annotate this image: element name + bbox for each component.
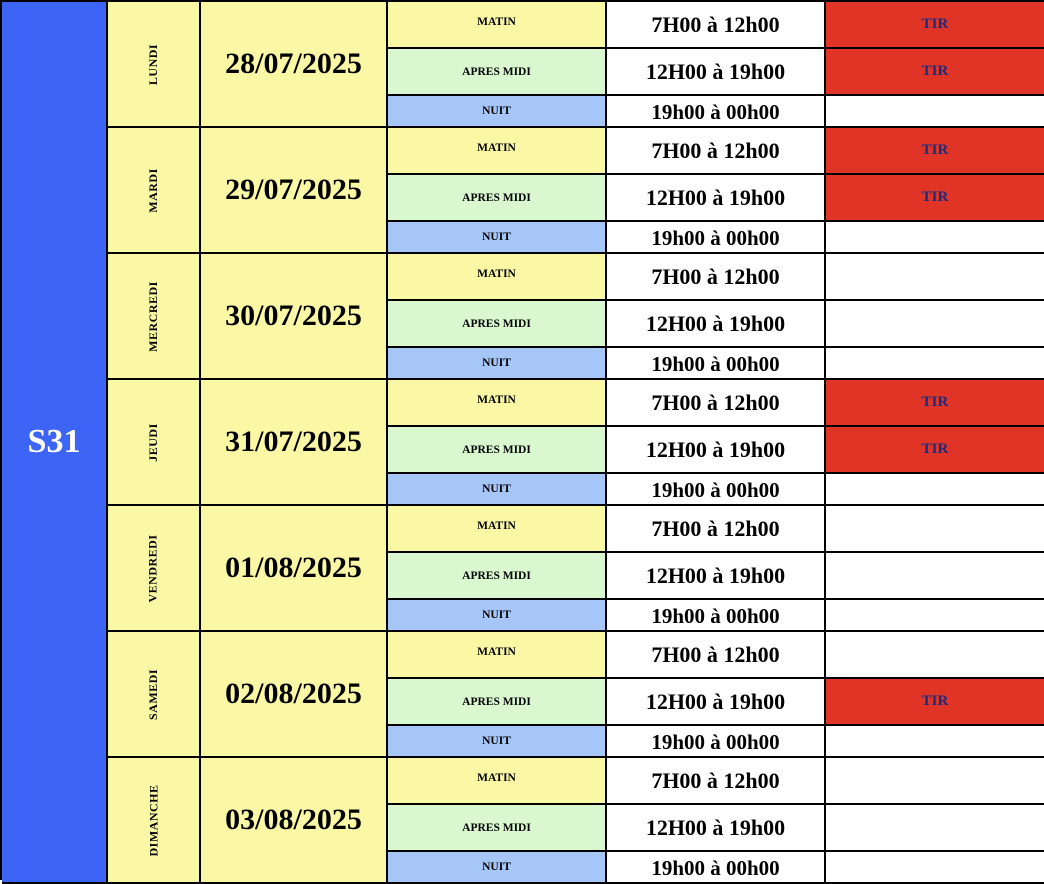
shift-apres-midi-label: APRES MIDI	[388, 805, 607, 852]
shift-hours: 19h00 à 00h00	[607, 852, 826, 884]
activity-tir-cell	[826, 49, 1044, 96]
activity-empty-cell	[826, 632, 1044, 679]
shift-hours: 19h00 à 00h00	[607, 96, 826, 128]
shift-hours: 7H00 à 12h00	[607, 254, 826, 301]
shift-nuit-label: NUIT	[388, 96, 607, 128]
shift-hours: 19h00 à 00h00	[607, 600, 826, 632]
day-name: JEUDI	[145, 422, 160, 462]
shift-hours: 12H00 à 19h00	[607, 427, 826, 474]
activity-empty-cell	[826, 726, 1044, 758]
shift-nuit-label: NUIT	[388, 474, 607, 506]
day-name-cell	[108, 632, 201, 758]
shift-hours: 19h00 à 00h00	[607, 348, 826, 380]
activity-label: TIR	[921, 441, 949, 457]
shift-hours: 12H00 à 19h00	[607, 175, 826, 222]
shift-matin-label: MATIN	[388, 758, 607, 805]
activity-tir-cell	[826, 679, 1044, 726]
day-date: 01/08/2025	[201, 506, 388, 632]
shift-apres-midi-label: APRES MIDI	[388, 301, 607, 348]
activity-empty-cell	[826, 254, 1044, 301]
activity-empty-cell	[826, 805, 1044, 852]
day-name-cell	[108, 380, 201, 506]
shift-nuit-label: NUIT	[388, 222, 607, 254]
activity-empty-cell	[826, 222, 1044, 254]
activity-tir-cell	[826, 175, 1044, 222]
shift-hours: 7H00 à 12h00	[607, 758, 826, 805]
day-name: MARDI	[146, 167, 160, 213]
activity-empty-cell	[826, 348, 1044, 380]
day-name-cell	[108, 506, 201, 632]
shift-apres-midi-label: APRES MIDI	[388, 427, 607, 474]
shift-matin-label: MATIN	[388, 2, 607, 49]
activity-empty-cell	[826, 553, 1044, 600]
day-name-cell	[108, 254, 201, 380]
activity-empty-cell	[826, 758, 1044, 805]
activity-empty-cell	[826, 506, 1044, 553]
shift-matin-label: MATIN	[388, 254, 607, 301]
activity-tir-cell	[826, 128, 1044, 175]
shift-hours: 12H00 à 19h00	[607, 49, 826, 96]
shift-hours: 7H00 à 12h00	[607, 380, 826, 427]
shift-matin-label: MATIN	[388, 128, 607, 175]
activity-label: TIR	[921, 394, 949, 410]
day-date: 28/07/2025	[201, 2, 388, 128]
shift-hours: 7H00 à 12h00	[607, 632, 826, 679]
shift-apres-midi-label: APRES MIDI	[388, 175, 607, 222]
activity-label: TIR	[921, 16, 949, 32]
day-name: LUNDI	[145, 43, 160, 85]
shift-hours: 12H00 à 19h00	[607, 553, 826, 600]
shift-apres-midi-label: APRES MIDI	[388, 49, 607, 96]
shift-hours: 12H00 à 19h00	[607, 301, 826, 348]
shift-hours: 12H00 à 19h00	[607, 679, 826, 726]
activity-empty-cell	[826, 301, 1044, 348]
shift-nuit-label: NUIT	[388, 348, 607, 380]
activity-tir-cell	[826, 380, 1044, 427]
shift-nuit-label: NUIT	[388, 852, 607, 884]
shift-apres-midi-label: APRES MIDI	[388, 679, 607, 726]
activity-empty-cell	[826, 96, 1044, 128]
day-name: SAMEDI	[145, 668, 160, 720]
activity-empty-cell	[826, 474, 1044, 506]
activity-tir-cell	[826, 427, 1044, 474]
activity-empty-cell	[826, 600, 1044, 632]
activity-label: TIR	[921, 142, 949, 158]
shift-hours: 12H00 à 19h00	[607, 805, 826, 852]
activity-label: TIR	[921, 63, 949, 79]
shift-hours: 7H00 à 12h00	[607, 2, 826, 49]
day-name-cell	[108, 128, 201, 254]
day-name: VENDREDI	[145, 533, 160, 603]
day-date: 02/08/2025	[201, 632, 388, 758]
day-name: MERCREDI	[145, 280, 160, 352]
shift-hours: 7H00 à 12h00	[607, 128, 826, 175]
day-name: DIMANCHE	[146, 784, 160, 856]
day-date: 30/07/2025	[201, 254, 388, 380]
shift-hours: 19h00 à 00h00	[607, 474, 826, 506]
shift-nuit-label: NUIT	[388, 726, 607, 758]
shift-hours: 19h00 à 00h00	[607, 726, 826, 758]
shift-matin-label: MATIN	[388, 506, 607, 553]
activity-label: TIR	[921, 189, 949, 205]
shift-apres-midi-label: APRES MIDI	[388, 553, 607, 600]
day-name-cell	[108, 758, 201, 884]
shift-hours: 19h00 à 00h00	[607, 222, 826, 254]
day-name-cell	[108, 2, 201, 128]
activity-label: TIR	[921, 693, 949, 709]
week-label: S31	[2, 2, 108, 884]
day-date: 31/07/2025	[201, 380, 388, 506]
shift-hours: 7H00 à 12h00	[607, 506, 826, 553]
activity-tir-cell	[826, 2, 1044, 49]
shift-matin-label: MATIN	[388, 632, 607, 679]
activity-empty-cell	[826, 852, 1044, 884]
day-date: 03/08/2025	[201, 758, 388, 884]
shift-matin-label: MATIN	[388, 380, 607, 427]
day-date: 29/07/2025	[201, 128, 388, 254]
shift-nuit-label: NUIT	[388, 600, 607, 632]
